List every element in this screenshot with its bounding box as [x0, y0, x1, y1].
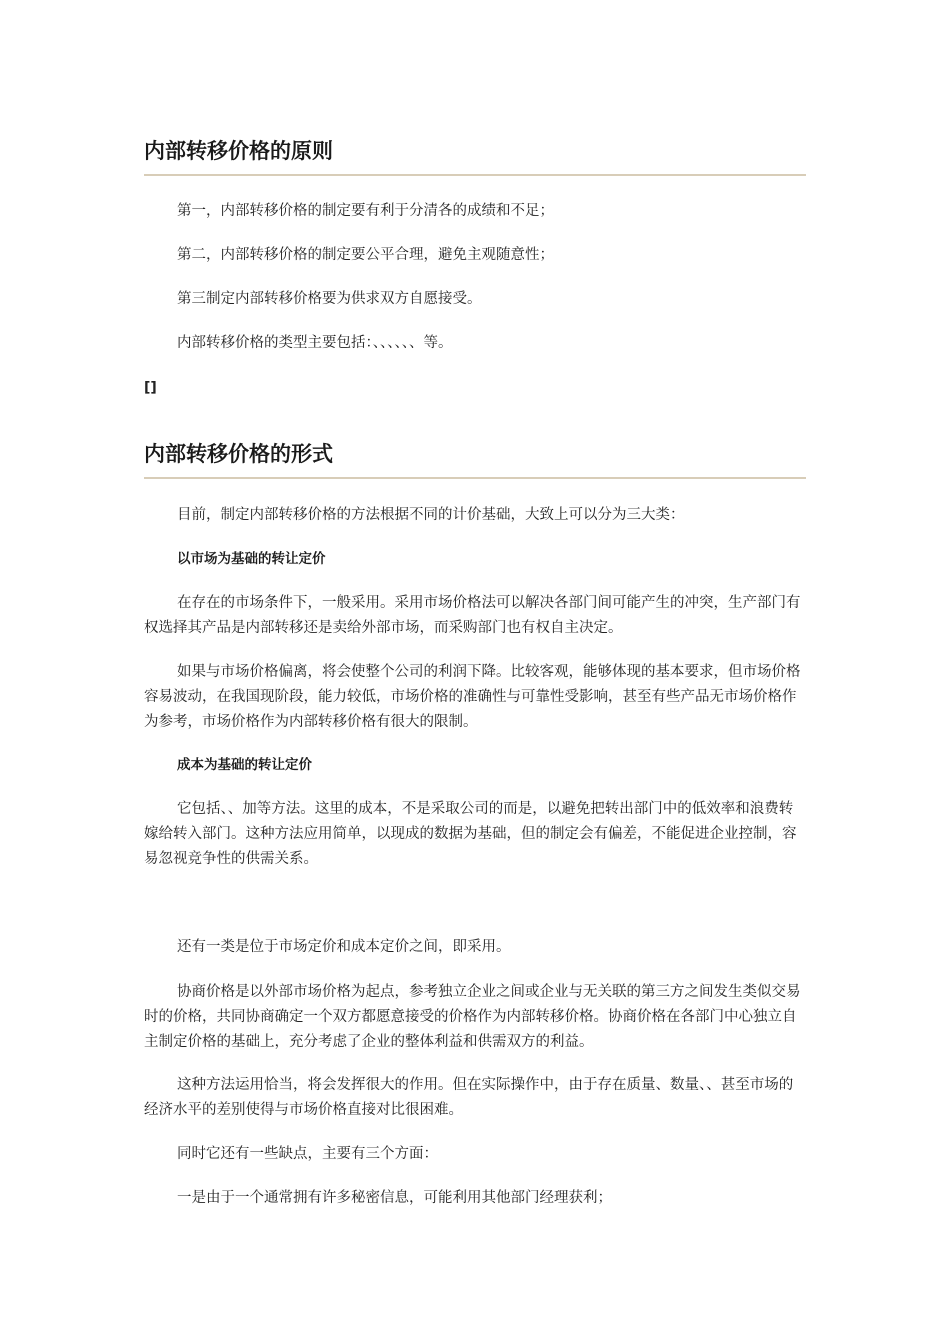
- types-paragraph: 内部转移价格的类型主要包括：、、、、、、等。: [177, 335, 453, 351]
- market-paragraph-2: 如果与市场价格偏离，将会使整个公司的利润下降。比较客观，能够体现的基本要求，但市场价格容易波动，在我国现阶段，能力较低，市场价格的准确性与可靠性受影响，甚至有些产品无市场价格作为参考，市场价格作为内部转移价格有很大的限制。: [144, 664, 801, 730]
- forms-intro-paragraph: 目前，制定内部转移价格的方法根据不同的计价基础，大致上可以分为三大类：: [177, 507, 685, 523]
- subheading-cost-based: 成本为基础的转让定价: [177, 757, 312, 773]
- subheading-market-based: 以市场为基础的转让定价: [177, 551, 326, 567]
- section-heading-forms: 内部转移价格的形式: [144, 441, 806, 479]
- market-paragraph-1: 在存在的市场条件下，一般采用。采用市场价格法可以解决各部门间可能产生的冲突，生产部门有权选择其产品是内部转移还是卖给外部市场，而采购部门也有权自主决定。: [144, 595, 801, 636]
- cost-paragraph-1: 它包括、、加等方法。这里的成本，不是采取公司的而是，以避免把转出部门中的低效率和浪费转嫁给转入部门。这种方法应用简单，以现成的数据为基础，但的制定会有偏差，不能促进企业控制，容易忽视竞争性的供需关系。: [144, 801, 797, 867]
- section-heading-principles: 内部转移价格的原则: [144, 138, 806, 176]
- principle-paragraph-2: 第二，内部转移价格的制定要公平合理，避免主观随意性；: [177, 247, 554, 263]
- empty-bracket-marker: []: [144, 380, 157, 396]
- negotiated-paragraph-1: 协商价格是以外部市场价格为起点，参考独立企业之间或企业与无关联的第三方之间发生类似交易时的价格，共同协商确定一个双方都愿意接受的价格作为内部转移价格。协商价格在各部门中心独立自主制定价格的基础上，充分考虑了企业的整体利益和供需双方的利益。: [144, 984, 801, 1050]
- negotiated-paragraph-4: 一是由于一个通常拥有许多秘密信息，可能利用其他部门经理获利；: [177, 1190, 612, 1206]
- principle-paragraph-1: 第一，内部转移价格的制定要有利于分清各的成绩和不足；: [177, 203, 554, 219]
- negotiated-paragraph-3: 同时它还有一些缺点，主要有三个方面：: [177, 1146, 438, 1162]
- third-type-paragraph: 还有一类是位于市场定价和成本定价之间，即采用。: [177, 939, 511, 955]
- negotiated-paragraph-2: 这种方法运用恰当，将会发挥很大的作用。但在实际操作中，由于存在质量、数量、、甚至市场的经济水平的差别使得与市场价格直接对比很困难。: [144, 1077, 794, 1118]
- principle-paragraph-3: 第三制定内部转移价格要为供求双方自愿接受。: [177, 291, 482, 307]
